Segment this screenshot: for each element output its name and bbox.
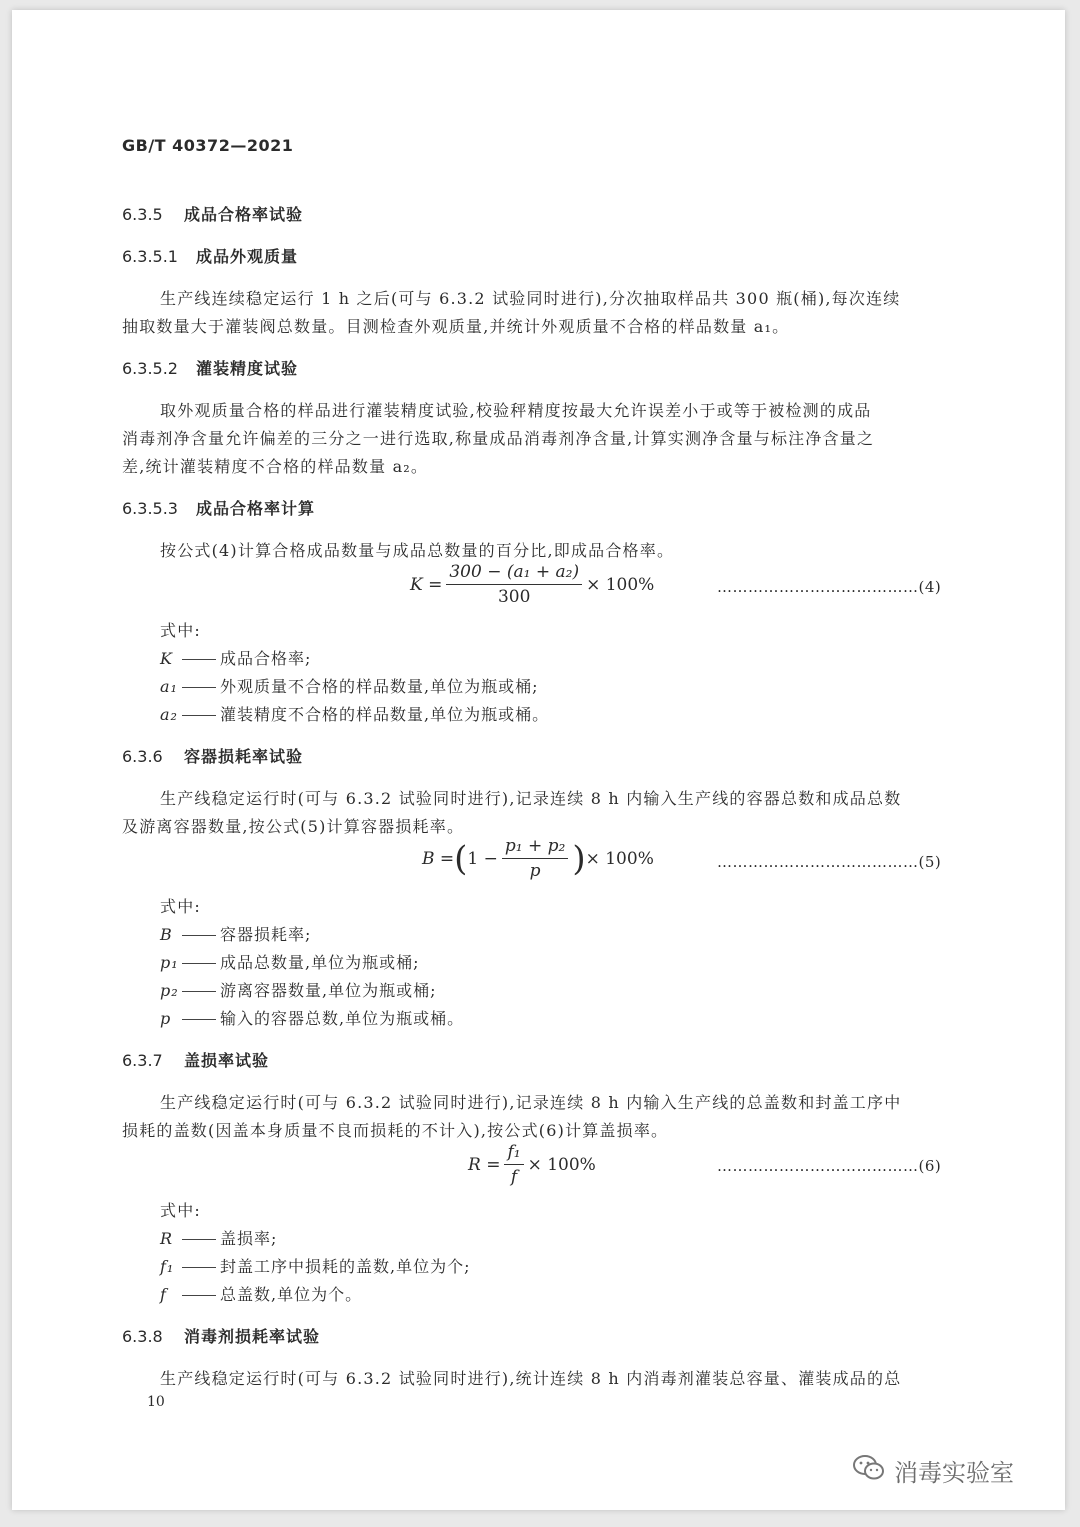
variable-desc: 成品合格率; [220,649,312,668]
variable-line [160,1006,464,1029]
section-heading-6-3-5 [122,202,303,225]
variable-line [160,950,419,973]
dash [182,687,216,688]
section-title: 灌装精度试验 [196,359,299,378]
section-heading-6-3-5-3 [122,496,315,519]
formula-fraction [502,836,568,881]
page-number: 10 [147,1394,165,1410]
document-page [12,10,1065,1510]
formula-5 [422,836,654,881]
fraction-numerator: p₁ + p₂ [502,836,568,859]
variable-desc: 封盖工序中损耗的盖数,单位为个; [220,1257,471,1276]
section-heading-6-3-6 [122,744,303,767]
wechat-icon [852,1454,886,1488]
paragraph-line: 生产线连续稳定运行 1 h 之后(可与 6.3.2 试验同时进行),分次抽取样品共 300 瓶(桶),每次连续 [160,289,901,308]
variable-desc: 游离容器数量,单位为瓶或桶; [220,981,437,1000]
paragraph-line: 抽取数量大于灌装阀总数量。目测检查外观质量,并统计外观质量不合格的样品数量 a₁。 [122,317,790,336]
variable-symbol: f₁ [160,1257,175,1276]
formula-6 [468,1142,596,1187]
formula-tail: × 100% [527,1154,596,1175]
where-label: 式中: [160,1201,201,1220]
section-number: 6.3.5.2 [122,359,178,378]
variable-symbol: R [160,1229,174,1248]
variable-line [160,674,538,697]
section-number: 6.3.7 [122,1051,163,1070]
variable-desc: 总盖数,单位为个。 [220,1285,363,1304]
fraction-numerator: f₁ [504,1142,523,1165]
dash [182,935,216,936]
section-title: 成品外观质量 [196,247,299,266]
section-heading-6-3-5-2 [122,356,298,379]
variable-line [160,1282,362,1305]
formula-tail: × 100% [585,848,654,869]
fraction-numerator: 300 − (a₁ + a₂) [446,562,582,585]
fraction-denominator: p [529,861,541,881]
section-heading-6-3-8 [122,1324,320,1347]
variable-symbol: p₁ [160,953,179,972]
dash [182,659,216,660]
dash [182,963,216,964]
watermark-text: 消毒实验室 [894,1459,1014,1487]
section-title: 盖损率试验 [184,1051,270,1070]
dash [182,715,216,716]
paragraph-line: 生产线稳定运行时(可与 6.3.2 试验同时进行),记录连续 8 h 内输入生产线的容器总数和成品总数 [160,789,902,808]
variable-symbol: K [160,649,173,668]
formula-fraction [446,562,582,607]
variable-desc: 输入的容器总数,单位为瓶或桶。 [220,1009,465,1028]
fraction-denominator: f [510,1167,518,1187]
paragraph-line: 消毒剂净含量允许偏差的三分之一进行选取,称量成品消毒剂净含量,计算实测净含量与标注净含量之 [122,429,875,448]
section-number: 6.3.8 [122,1327,163,1346]
paragraph-line: 损耗的盖数(因盖本身质量不良而损耗的不计入),按公式(6)计算盖损率。 [122,1121,669,1140]
paragraph-line: 生产线稳定运行时(可与 6.3.2 试验同时进行),统计连续 8 h 内消毒剂灌装总容量、灌装成品的总 [160,1369,902,1388]
equation-number: …………………………………(4) [717,578,942,596]
equation-number: …………………………………(5) [717,853,942,871]
section-heading-6-3-7 [122,1048,269,1071]
formula-lhs: K = [410,574,443,595]
variable-desc: 灌装精度不合格的样品数量,单位为瓶或桶。 [220,705,550,724]
variable-symbol: f [160,1285,167,1304]
formula-fraction [504,1142,523,1187]
paragraph-line: 及游离容器数量,按公式(5)计算容器损耗率。 [122,817,465,836]
formula-lhs: R = [468,1154,501,1175]
variable-symbol: a₁ [160,677,178,696]
variable-line [160,1226,277,1249]
formula-tail: × 100% [586,574,655,595]
section-title: 成品合格率计算 [196,499,316,518]
paragraph-line: 按公式(4)计算合格成品数量与成品总数量的百分比,即成品合格率。 [160,541,675,560]
section-number: 6.3.5.3 [122,499,178,518]
variable-symbol: a₂ [160,705,178,724]
variable-line [160,978,436,1001]
variable-line [160,922,311,945]
paragraph-line: 差,统计灌装精度不合格的样品数量 a₂。 [122,457,429,476]
dash [182,991,216,992]
dash [182,1267,216,1268]
formula-lhs: B = [422,848,455,869]
where-label: 式中: [160,621,201,640]
equation-number: …………………………………(6) [717,1157,942,1175]
formula-4 [410,562,654,607]
section-title: 消毒剂损耗率试验 [184,1327,321,1346]
paragraph-line: 取外观质量合格的样品进行灌装精度试验,校验秤精度按最大允许误差小于或等于被检测的成品 [160,401,872,420]
where-label: 式中: [160,897,201,916]
section-title: 容器损耗率试验 [184,747,304,766]
fraction-denominator: 300 [497,587,531,607]
variable-symbol: B [160,925,173,944]
dash [182,1019,216,1020]
variable-desc: 成品总数量,单位为瓶或桶; [220,953,420,972]
variable-desc: 盖损率; [220,1229,278,1248]
paren-close: ) [572,838,586,879]
paren-open: ( [454,838,468,879]
section-number: 6.3.6 [122,747,163,766]
variable-desc: 外观质量不合格的样品数量,单位为瓶或桶; [220,677,539,696]
paragraph-line: 生产线稳定运行时(可与 6.3.2 试验同时进行),记录连续 8 h 内输入生产线的总盖数和封盖工序中 [160,1093,902,1112]
section-heading-6-3-5-1 [122,244,298,267]
variable-symbol: p [160,1009,172,1028]
dash [182,1295,216,1296]
section-number: 6.3.5 [122,205,163,224]
variable-line [160,702,549,725]
section-title: 成品合格率试验 [184,205,304,224]
variable-symbol: p₂ [160,981,179,1000]
watermark [852,1453,1014,1488]
standard-code: GB/T 40372—2021 [122,136,294,155]
formula-one: 1 − [467,848,498,869]
section-number: 6.3.5.1 [122,247,178,266]
variable-line [160,1254,470,1277]
dash [182,1239,216,1240]
variable-desc: 容器损耗率; [220,925,312,944]
variable-line [160,646,311,669]
